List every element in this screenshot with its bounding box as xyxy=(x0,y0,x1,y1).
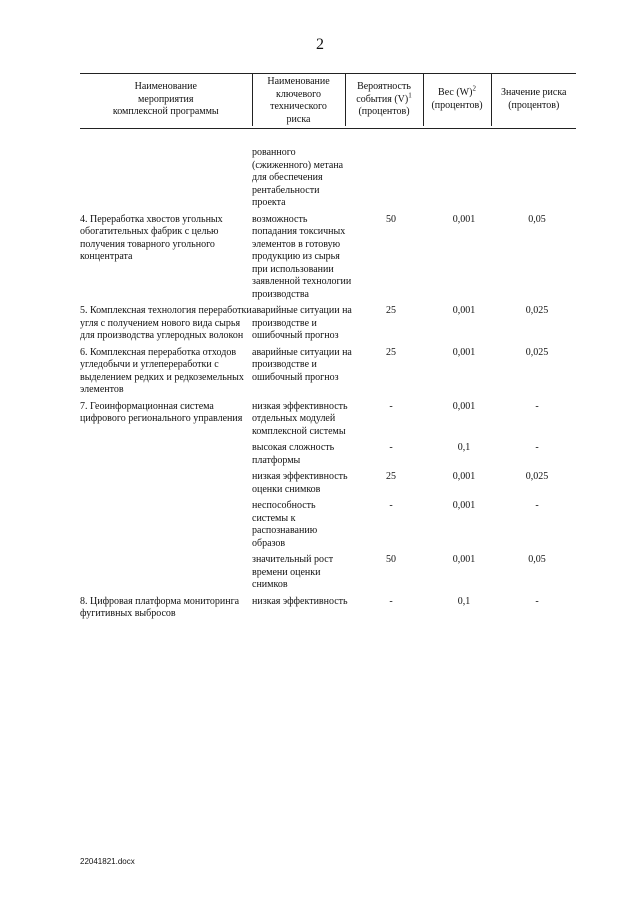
weight-cell: 0,001 xyxy=(452,305,476,316)
table-row xyxy=(80,401,576,439)
probability-cell: 25 xyxy=(386,346,396,358)
file-name-footer: 22041821.docx xyxy=(80,857,135,866)
header-measure-line: комплексной программы xyxy=(112,106,219,117)
probability-cell: - xyxy=(389,400,393,412)
probability-cell: - xyxy=(389,500,393,511)
risk-cell: значительный рост времени оценки снимков xyxy=(252,554,334,590)
measure-cell xyxy=(80,471,252,496)
probability-cell: 25 xyxy=(386,305,396,316)
table-row xyxy=(80,500,576,550)
header-weight xyxy=(423,74,491,126)
measure-cell: 5. Комплексная технология переработки угля с получением нового вида сырья для производства углеродных волокон xyxy=(80,305,252,341)
table-row xyxy=(80,147,576,210)
weight-cell: 0,001 xyxy=(452,471,476,482)
header-risk-line: технического xyxy=(270,101,327,112)
header-probability-line: Вероятность xyxy=(357,81,411,92)
header-probability-line: (процентов) xyxy=(358,106,410,117)
risk-cell: рованного (сжиженного) метана для обеспечения рентабельности проекта xyxy=(252,147,344,208)
measure-cell: 8. Цифровая платформа мониторинга фугитивных выбросов xyxy=(80,595,240,619)
value-cell: 0,05 xyxy=(528,213,546,225)
weight-cell: 0,001 xyxy=(452,554,476,565)
risk-cell: низкая эффективность оценки снимков xyxy=(252,471,348,495)
row-spacer-cell xyxy=(80,621,576,625)
header-risk-line: ключевого xyxy=(276,88,321,100)
weight-cell: 0,001 xyxy=(452,400,476,412)
risk-cell: аварийные ситуации на производстве и ошибочный прогноз xyxy=(252,305,352,341)
value-cell: - xyxy=(535,442,539,453)
value-cell: 0,025 xyxy=(525,346,549,358)
table-row xyxy=(80,442,576,467)
table-row xyxy=(80,554,576,592)
weight-cell: 0,1 xyxy=(457,442,471,453)
header-value-line: (процентов) xyxy=(508,99,560,111)
measure-cell xyxy=(80,500,252,550)
header-probability-line xyxy=(346,91,423,107)
risk-table-body xyxy=(80,147,576,625)
row-spacer xyxy=(80,621,576,625)
table-row xyxy=(80,471,576,496)
risk-cell: высокая сложность платформы xyxy=(252,442,335,466)
weight-cell: 0,1 xyxy=(457,595,471,607)
value-cell xyxy=(498,147,576,210)
probability-cell: 50 xyxy=(386,213,396,225)
table-header-rule xyxy=(80,128,576,129)
footnote-mark: 1 xyxy=(408,91,412,100)
header-measure xyxy=(80,74,252,126)
value-cell: - xyxy=(535,400,539,412)
risk-cell: аварийные ситуации на производстве и ошибочный прогноз xyxy=(252,346,352,383)
measure-cell: 6. Комплексная переработка отходов угледобычи и углепереработки с выделением редких и редкоземельных элементов xyxy=(80,346,244,395)
header-measure-line: Наименование xyxy=(134,81,197,92)
header-value-line: Значение риска xyxy=(501,87,567,98)
value-cell: - xyxy=(535,500,539,511)
probability-cell: 25 xyxy=(386,471,396,482)
risk-cell: неспособность системы к распознаванию образов xyxy=(252,500,318,549)
risk-cell: низкая эффективность xyxy=(252,595,348,607)
weight-cell: 0,001 xyxy=(452,346,476,358)
footnote-mark: 2 xyxy=(472,84,476,93)
weight-cell: 0,001 xyxy=(452,213,476,225)
header-value xyxy=(491,74,576,126)
header-measure-line: мероприятия xyxy=(138,93,194,105)
header-risk-line: Наименование xyxy=(267,76,330,87)
page-number: 2 xyxy=(316,36,324,53)
risk-cell: низкая эффективность отдельных модулей комплексной системы xyxy=(252,400,348,437)
weight-cell: 0,001 xyxy=(452,500,476,511)
probability-cell: 50 xyxy=(386,554,396,565)
table-header xyxy=(80,74,576,126)
value-cell: 0,05 xyxy=(528,554,546,565)
table-row xyxy=(80,596,576,621)
measure-cell xyxy=(80,147,252,210)
table-row xyxy=(80,305,576,343)
header-probability xyxy=(345,74,423,126)
header-weight-text: Вес (W) xyxy=(438,87,473,98)
value-cell: 0,025 xyxy=(525,305,549,316)
header-risk-line: риска xyxy=(286,113,311,125)
table-row xyxy=(80,347,576,397)
risk-cell: возможность попадания токсичных элементов в готовую продукцию из сырья при использовании заявленной технологии производства xyxy=(252,213,352,300)
value-cell: 0,025 xyxy=(525,471,549,482)
probability-cell: - xyxy=(389,595,393,607)
probability-cell xyxy=(352,147,430,210)
header-risk xyxy=(252,74,345,126)
table-row xyxy=(80,214,576,302)
measure-cell: 4. Переработка хвостов угольных обогатительных фабрик с целью получения товарного угольного концентрата xyxy=(80,213,223,262)
measure-cell: 7. Геоинформационная система цифрового регионального управления xyxy=(80,400,243,424)
risk-table xyxy=(80,147,576,625)
weight-cell xyxy=(430,147,498,210)
measure-cell xyxy=(80,554,252,592)
value-cell: - xyxy=(535,595,539,607)
header-weight-line: (процентов) xyxy=(431,99,483,111)
measure-cell xyxy=(80,442,252,467)
header-weight-line xyxy=(424,84,491,100)
header-probability-text: события (V) xyxy=(356,93,409,105)
probability-cell: - xyxy=(389,442,393,453)
